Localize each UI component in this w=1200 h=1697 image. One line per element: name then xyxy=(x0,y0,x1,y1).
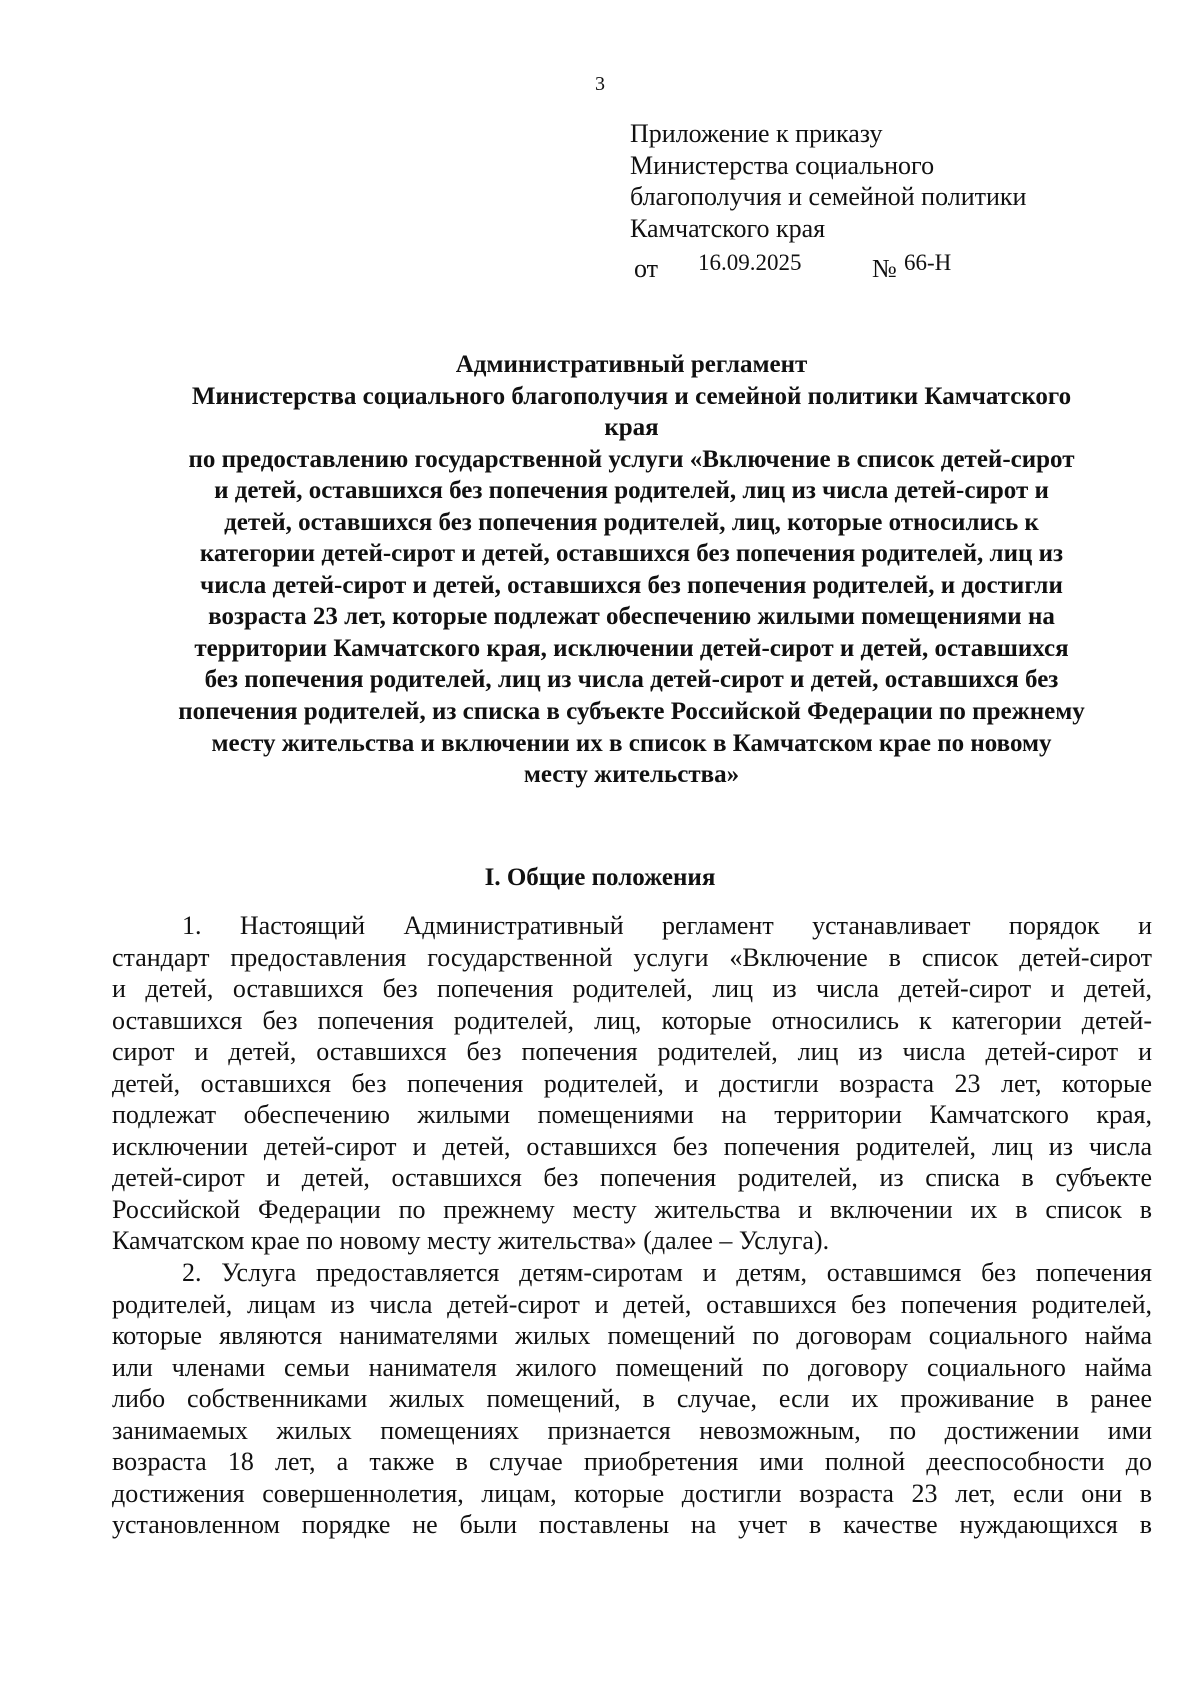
order-number: 66-Н xyxy=(904,250,952,275)
title-line: территории Камчатского края, исключении детей-сирот и детей, оставшихся xyxy=(194,634,1069,662)
paragraph-line: или членами семьи нанимателя жилого помещений по договору социального найма xyxy=(112,1352,1152,1382)
title-line: края xyxy=(604,414,659,442)
order-prefix: от xyxy=(634,254,659,283)
appendix-line: Министерства социального xyxy=(630,150,935,180)
title-line: детей, оставшихся без попечения родителей, лиц, которые относились к xyxy=(224,508,1039,536)
document-title xyxy=(110,349,1153,791)
paragraph-line: 2. Услуга предоставляется детям-сиротам и детям, оставшимся без попечения xyxy=(182,1258,1152,1288)
order-date: 16.09.2025 xyxy=(698,250,802,275)
paragraph-line: 1. Настоящий Административный регламент устанавливает порядок и xyxy=(182,911,1152,940)
paragraph-2 xyxy=(112,1257,1152,1541)
page-number: 3 xyxy=(595,73,605,95)
title-line: возраста 23 лет, которые подлежат обеспечению жилыми помещениями на xyxy=(208,603,1055,631)
order-reference xyxy=(630,248,1150,283)
title-line: и детей, оставшихся без попечения родителей, лиц из числа детей-сирот и xyxy=(214,477,1049,505)
title-line: Министерства социального благополучия и семейной политики Камчатского xyxy=(191,382,1072,410)
appendix-line: Камчатского края xyxy=(630,213,826,243)
paragraph-line: подлежат обеспечению жилыми помещениями на территории Камчатского края, xyxy=(112,1100,1152,1130)
appendix-line: благополучия и семейной политики xyxy=(630,182,1027,211)
title-line: категории детей-сирот и детей, оставшихся без попечения родителей, лиц из xyxy=(199,540,1064,568)
paragraph-line: детей, оставшихся без попечения родителей, и достигли возраста 23 лет, которые xyxy=(112,1068,1152,1098)
order-number-sign: № xyxy=(872,254,897,283)
title-line: по предоставлению государственной услуги «Включение в список детей-сирот xyxy=(188,445,1075,473)
paragraph-line: сирот и детей, оставшихся без попечения родителей, лиц из числа детей-сирот и xyxy=(112,1037,1152,1067)
paragraph-line: детей-сирот и детей, оставшихся без попечения родителей, из списка в субъекте xyxy=(112,1163,1152,1193)
title-line: Административный регламент xyxy=(455,351,808,378)
title-line: без попечения родителей, лиц из числа детей-сирот и детей, оставшихся без xyxy=(204,666,1059,694)
paragraph-line: стандарт предоставления государственной услуги «Включение в список детей-сирот xyxy=(112,942,1152,972)
appendix-block xyxy=(630,118,1150,244)
paragraph-line: возраста 18 лет, а также в случае приобретения ими полной дееспособности до xyxy=(112,1447,1152,1477)
paragraph-1 xyxy=(112,910,1152,1257)
paragraph-line: исключении детей-сирот и детей, оставшихся без попечения родителей, лиц из числа xyxy=(112,1131,1152,1161)
title-line: месту жительства» xyxy=(523,761,740,789)
paragraph-line: Камчатском крае по новому месту жительства» (далее – Услуга). xyxy=(112,1226,830,1256)
paragraph-line: занимаемых жилых помещениях признается невозможным, по достижении ими xyxy=(112,1415,1152,1445)
title-line: попечения родителей, из списка в субъекте Российской Федерации по прежнему xyxy=(178,698,1085,726)
paragraph-line: достижения совершеннолетия, лицам, которые достигли возраста 23 лет, если они в xyxy=(112,1478,1152,1508)
appendix-line: Приложение к приказу xyxy=(630,119,883,148)
paragraph-line: Российской Федерации по прежнему месту жительства и включении их в список в xyxy=(112,1194,1152,1224)
paragraph-line: родителей, лицам из числа детей-сирот и детей, оставшихся без попечения родителей, xyxy=(112,1289,1152,1319)
paragraph-line: оставшихся без попечения родителей, лиц, которые относились к категории детей- xyxy=(112,1005,1152,1035)
body-text xyxy=(112,910,1152,1541)
section-heading: I. Общие положения xyxy=(484,864,716,891)
paragraph-line: установленном порядке не были поставлены на учет в качестве нуждающихся в xyxy=(112,1510,1152,1540)
paragraph-line: и детей, оставшихся без попечения родителей, лиц из числа детей-сирот и детей, xyxy=(112,974,1152,1004)
paragraph-line: либо собственниками жилых помещений, в случае, если их проживание в ранее xyxy=(112,1384,1152,1414)
paragraph-line: которые являются нанимателями жилых помещений по договорам социального найма xyxy=(112,1321,1152,1351)
title-line: числа детей-сирот и детей, оставшихся без попечения родителей, и достигли xyxy=(200,571,1063,599)
title-line: месту жительства и включении их в список в Камчатском крае по новому xyxy=(211,729,1052,757)
